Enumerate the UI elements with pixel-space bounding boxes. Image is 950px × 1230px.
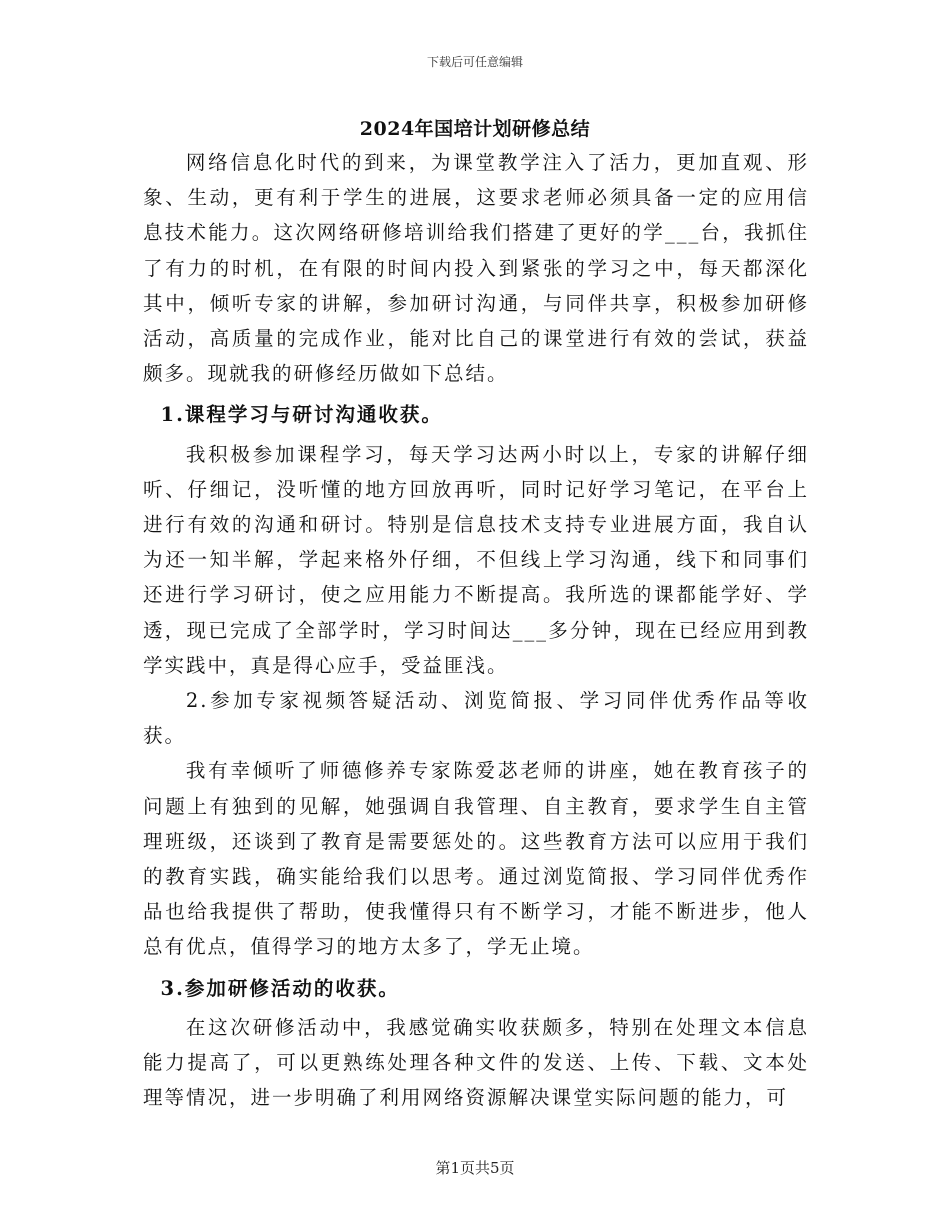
section-heading-3: 3.参加研修活动的收获。	[160, 976, 400, 1000]
document-title: 2024年国培计划研修总结	[359, 118, 591, 140]
page-header: 下载后可任意编辑	[426, 55, 523, 69]
section-heading-1: 1.课程学习与研讨沟通收获。	[160, 403, 443, 427]
section-heading-2: 2.参加专家视频答疑活动、浏览简报、学习同伴优秀作品等收获。	[143, 689, 809, 748]
page-footer: 第1页共5页	[435, 1159, 515, 1177]
section-1-paragraph: 我积极参加课程学习，每天学习达两小时以上，专家的讲解仔细听、仔细记，没听懂的地方回放再听，同时记好学习笔记，在平台上进行有效的沟通和研讨。特别是信息技术支持专业进展方面，我自认为还一知半解，学起来格外仔细，不但线上学习沟通，线下和同事们还进行学习研讨，使之应用能力不断提高。我所选的课都能学好、学透，现已完成了全部学时，学习时间达___多分钟，现在已经应用到教学实践中，真是得心应手，受益匪浅。	[143, 442, 809, 677]
intro-paragraph: 网络信息化时代的到来，为课堂教学注入了活力，更加直观、形象、生动，更有利于学生的进展，这要求老师必须具备一定的应用信息技术能力。这次网络研修培训给我们搭建了更好的学___台，我抓住了有力的时机，在有限的时间内投入到紧张的学习之中，每天都深化其中，倾听专家的讲解，参加研讨沟通，与同伴共享，积极参加研修活动，高质量的完成作业，能对比自己的课堂进行有效的尝试，获益颇多。现就我的研修经历做如下总结。	[143, 151, 809, 386]
document-body	[143, 145, 809, 1115]
section-3-paragraph: 在这次研修活动中，我感觉确实收获颇多，特别在处理文本信息能力提高了，可以更熟练处理各种文件的发送、上传、下载、文本处理等情况，进一步明确了利用网络资源解决课堂实际问题的能力，可	[143, 1015, 809, 1110]
section-2-paragraph: 我有幸倾听了师德修养专家陈爱苾老师的讲座，她在教育孩子的问题上有独到的见解，她强调自我管理、自主教育，要求学生自主管理班级，还谈到了教育是需要惩处的。这些教育方法可以应用于我们的教育实践，确实能给我们以思考。通过浏览简报、学习同伴优秀作品也给我提供了帮助，使我懂得只有不断学习，才能不断进步，他人总有优点，值得学习的地方太多了，学无止境。	[143, 759, 809, 959]
